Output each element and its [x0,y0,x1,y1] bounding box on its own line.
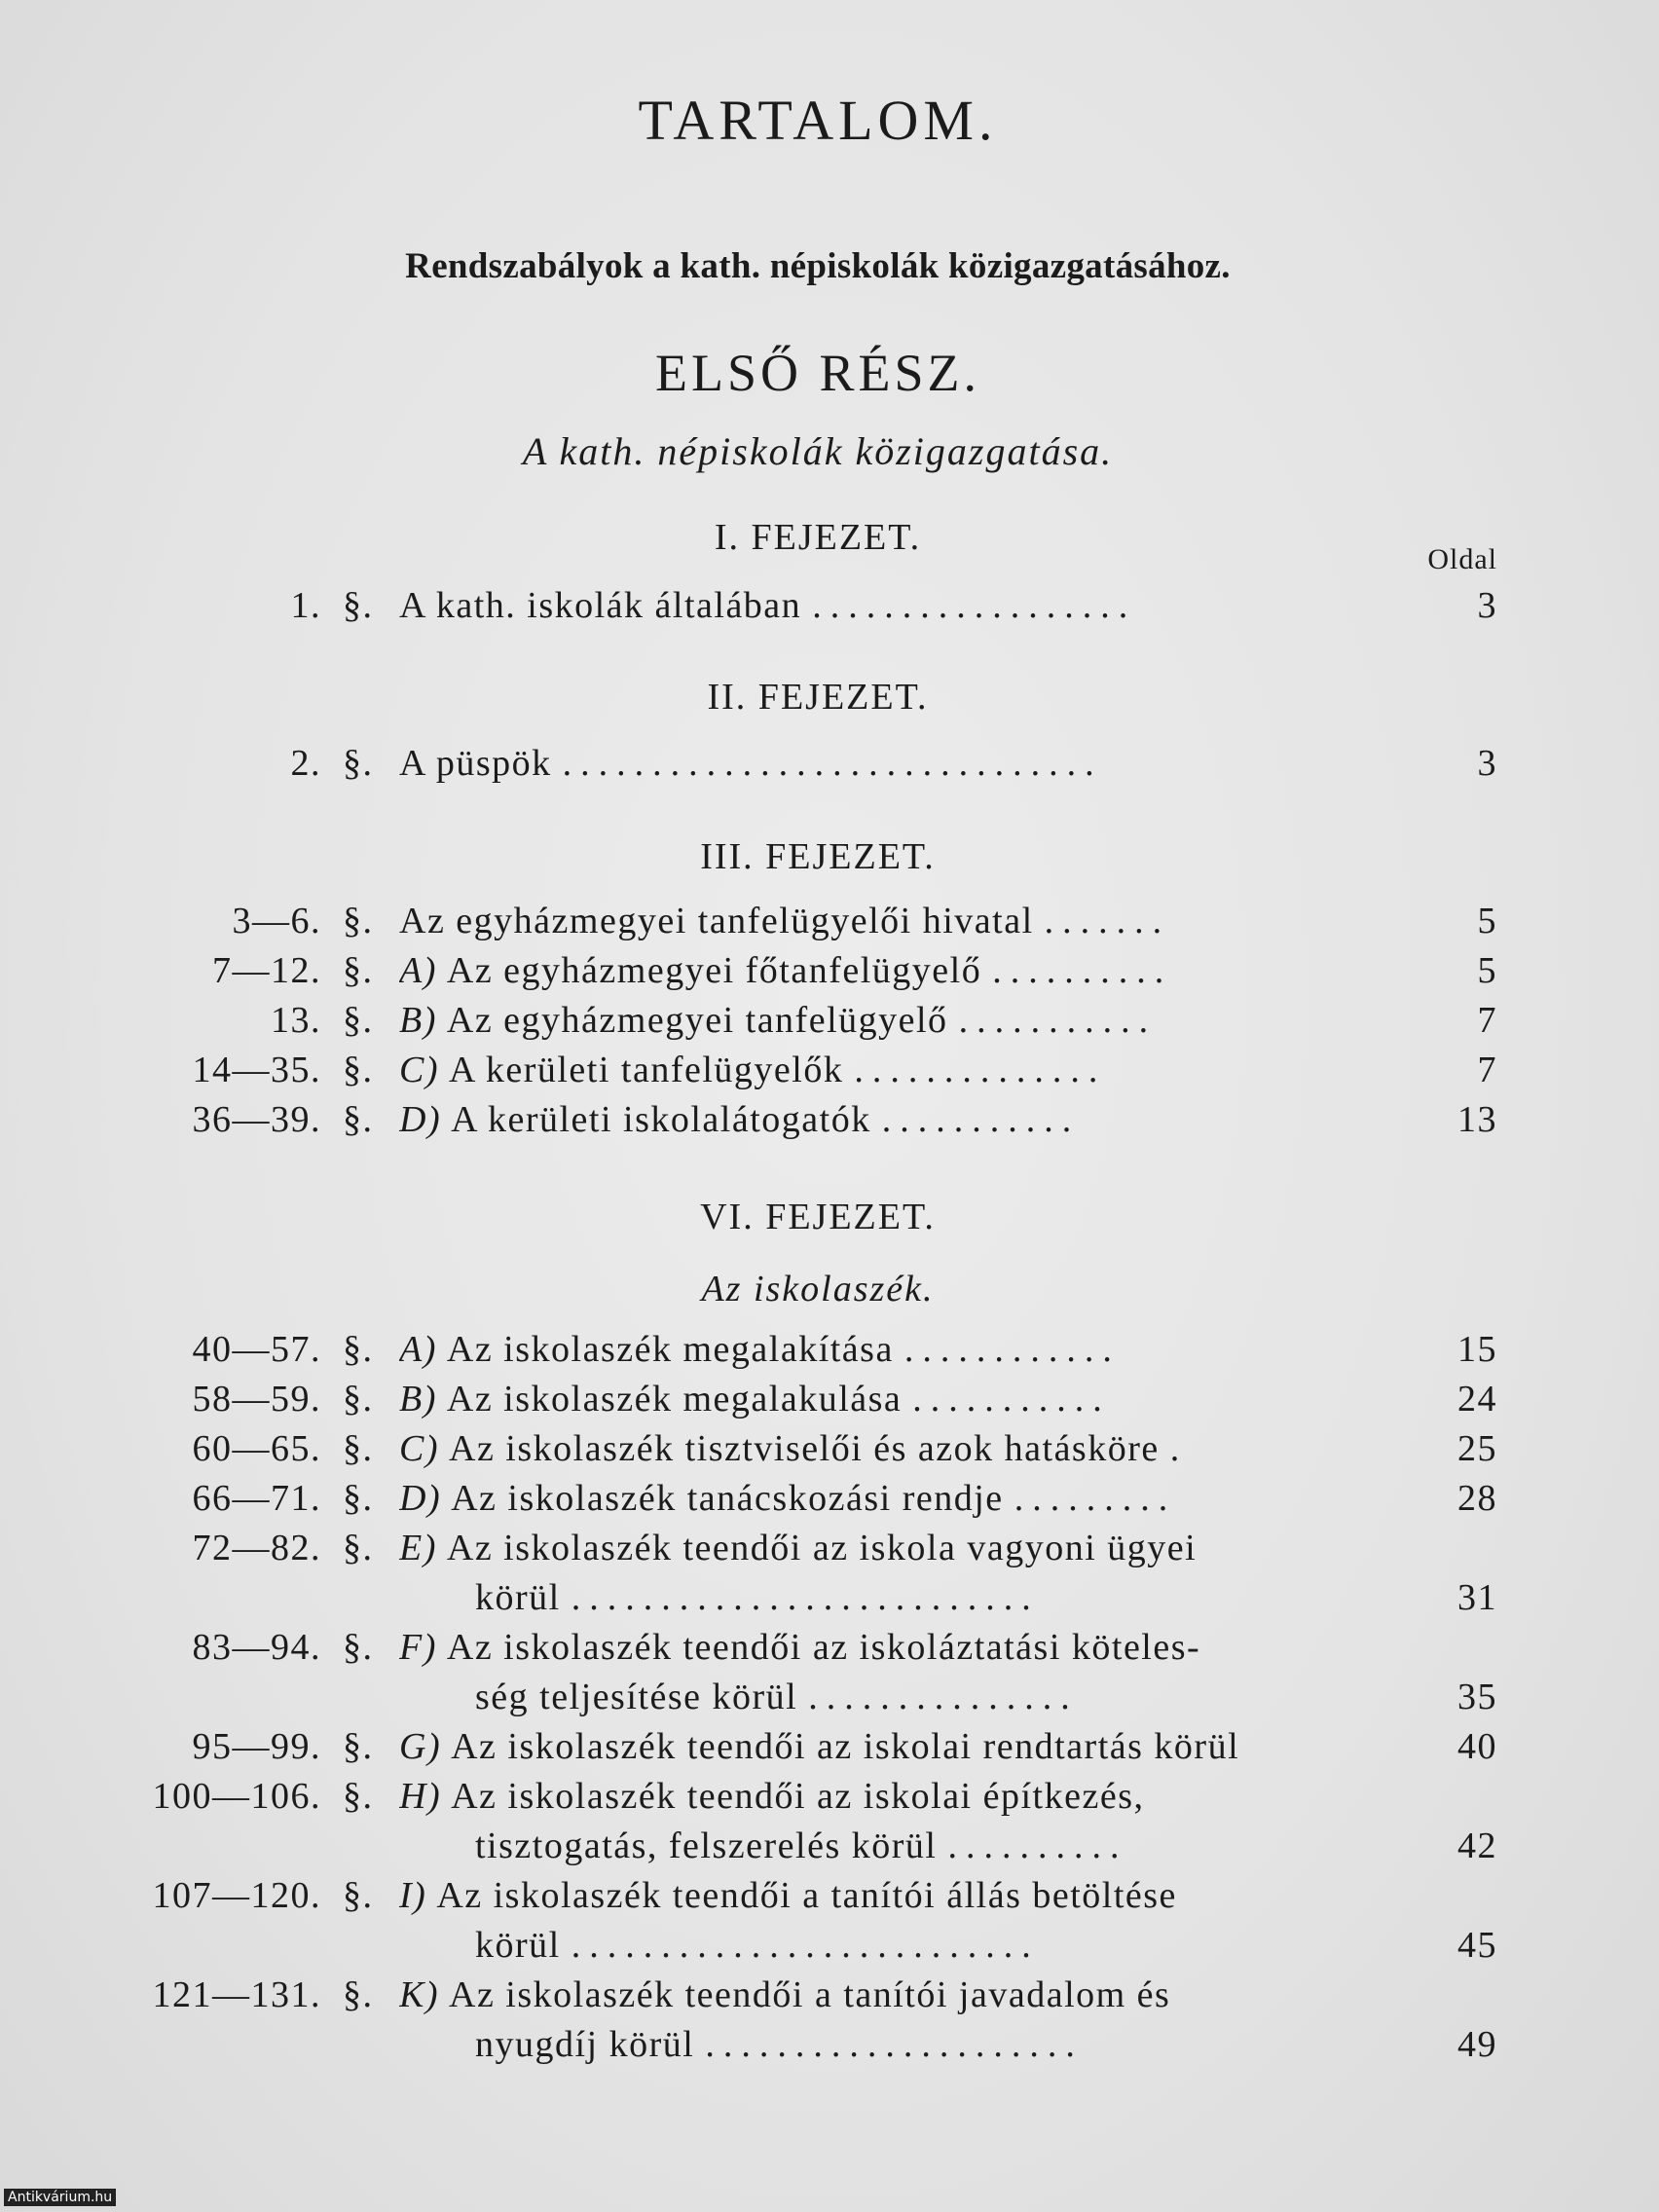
entry-text: Az egyházmegyei tanfelügyelő [446,1000,948,1041]
page-number: 3 [1477,743,1497,784]
paragraph-range: 13. [271,1000,321,1041]
part-title: ELSŐ RÉSZ. [654,344,981,402]
paragraph-range: 14—35. [192,1050,321,1090]
page-number: 45 [1457,1925,1497,1966]
toc-entry [0,897,1659,945]
entry-title-continuation [475,1921,1390,1970]
paragraph-range: 7—12. [212,950,321,991]
entry-title [399,1375,1392,1423]
toc-entry [0,1524,1659,1572]
subsection-letter: K) [399,1974,439,2015]
entry-title [399,1524,1392,1572]
subsection-letter: A) [399,1329,437,1370]
entry-text: Az iskolaszék megalakulása [446,1379,903,1419]
entry-text: Az iskolaszék teendői az iskolai építkezés, [451,1776,1145,1817]
entry-title [399,1474,1392,1523]
paragraph-range: 40—57. [192,1329,321,1370]
section-sign: §. [343,1428,374,1469]
page-number: 24 [1457,1379,1497,1419]
subsection-letter: D) [399,1478,442,1519]
section-sign: §. [343,1726,374,1767]
entry-text: A püspök [399,743,552,784]
entry-text: Az iskolaszék tisztviselői és azok hatásköre [449,1428,1160,1469]
toc-entry [0,1046,1659,1094]
section-sign: §. [343,1528,374,1568]
entry-text: körül [475,1577,561,1618]
toc-entry-continuation [0,1822,1659,1870]
leader-dots: . [1169,1428,1189,1469]
entry-text: Az iskolaszék tanácskozási rendje [451,1478,1004,1519]
paragraph-range: 83—94. [192,1627,321,1668]
entry-text: ség teljesítése körül [475,1677,798,1717]
page-number: 49 [1457,2024,1497,2065]
paragraph-range: 121—131. [152,1974,321,2015]
toc-entry [0,946,1659,995]
entry-title-continuation [475,1822,1390,1870]
chapter-title: III. FEJEZET. [700,836,936,877]
leader-dots: ............ [903,1329,1121,1370]
page-title: TARTALOM. [638,89,998,152]
page-number: 5 [1477,901,1497,941]
section-sign: §. [343,1329,374,1370]
toc-entry [0,1623,1659,1672]
leader-dots: .................. [812,585,1137,626]
section-sign: §. [343,1478,374,1519]
leader-dots: .......................... [571,1925,1040,1966]
watermark: Antikvárium.hu [4,2189,116,2206]
toc-entry [0,1722,1659,1771]
leader-dots: .............. [854,1050,1107,1090]
toc-entry [0,1474,1659,1523]
leader-dots: .......... [992,950,1173,991]
subsection-letter: E) [399,1528,437,1568]
leader-dots: ......... [1014,1478,1177,1519]
toc-entry-continuation [0,1673,1659,1721]
toc-entry [0,1971,1659,2019]
section-sign: §. [343,1974,374,2015]
subsection-letter: I) [399,1875,427,1916]
toc-entry [0,581,1659,630]
entry-text: Az iskolaszék teendői az iskola vagyoni ügyei [446,1528,1198,1568]
page-number: 15 [1457,1329,1497,1370]
page-number: 13 [1457,1099,1497,1140]
entry-text: Az egyházmegyei főtanfelügyelő [446,950,982,991]
leader-dots: ....... [1044,901,1171,941]
paragraph-range: 3—6. [232,901,321,941]
section-sign: §. [343,1776,374,1817]
page-number: 3 [1477,585,1497,626]
toc-entry [0,1871,1659,1920]
subsection-letter: C) [399,1428,439,1469]
leader-dots: .............................. [562,743,1103,784]
entry-title [399,581,1392,630]
entry-title-continuation [475,1573,1390,1622]
section-sign: §. [343,1000,374,1041]
entry-title [399,1971,1392,2019]
entry-text: Az iskolaszék megalakítása [446,1329,894,1370]
part-subtitle: A kath. népiskolák közigazgatása. [522,429,1114,473]
entry-title [399,1046,1392,1094]
section-sign: §. [343,1050,374,1090]
paragraph-range: 58—59. [192,1379,321,1419]
section-sign: §. [343,901,374,941]
entry-text: A kerületi iskolalátogatók [451,1099,871,1140]
subsection-letter: A) [399,950,437,991]
subsection-letter: C) [399,1050,439,1090]
paragraph-range: 72—82. [192,1528,321,1568]
page-number: 35 [1457,1677,1497,1717]
section-sign: §. [343,1379,374,1419]
toc-entry [0,739,1659,788]
entry-text: nyugdíj körül [475,2024,695,2065]
entry-text: Az iskolaszék teendői a tanítói állás betöltése [436,1875,1177,1916]
page-number: 31 [1457,1577,1497,1618]
leader-dots: ............... [808,1677,1079,1717]
entry-title [399,1772,1392,1821]
entry-title [399,946,1392,995]
paragraph-range: 100—106. [152,1776,321,1817]
section-sign: §. [343,1099,374,1140]
section-sign: §. [343,950,374,991]
page-column-label: Oldal [1427,543,1497,575]
leader-dots: ........... [958,1000,1158,1041]
entry-title [399,897,1392,945]
page-number: 7 [1477,1050,1497,1090]
page-number: 5 [1477,950,1497,991]
chapter-title: I. FEJEZET. [714,517,922,558]
toc-entry [0,1424,1659,1473]
section-sign: §. [343,585,374,626]
entry-text: tisztogatás, felszerelés körül [475,1825,938,1866]
leader-dots: ........... [912,1379,1111,1419]
leader-dots: ..................... [705,2024,1084,2065]
entry-text: Az iskolaszék teendői az iskoláztatási köteles- [446,1627,1201,1668]
toc-entry [0,996,1659,1045]
chapter-subtitle: Az iskolaszék. [701,1269,935,1309]
toc-entry [0,1325,1659,1374]
page-number: 42 [1457,1825,1497,1866]
subsection-letter: H) [399,1776,442,1817]
subsection-letter: B) [399,1000,437,1041]
paragraph-range: 95—99. [192,1726,321,1767]
paragraph-range: 36—39. [192,1099,321,1140]
leader-dots: ........... [881,1099,1081,1140]
page-number: 7 [1477,1000,1497,1041]
entry-title [399,739,1392,788]
chapter-title: II. FEJEZET. [707,677,929,718]
entry-text: A kath. iskolák általában [399,585,802,626]
entry-text: Az egyházmegyei tanfelügyelői hivatal [399,901,1034,941]
entry-title-continuation [475,1673,1390,1721]
toc-entry-continuation [0,1573,1659,1622]
subsection-letter: G) [399,1726,442,1767]
page-number: 40 [1457,1726,1497,1767]
subsection-letter: F) [399,1627,437,1668]
paragraph-range: 66—71. [192,1478,321,1519]
section-sign: §. [343,1627,374,1668]
subsection-letter: D) [399,1099,442,1140]
subsection-letter: B) [399,1379,437,1419]
entry-title [399,996,1392,1045]
paragraph-range: 107—120. [152,1875,321,1916]
entry-title [399,1424,1392,1473]
paragraph-range: 2. [290,743,321,784]
leader-dots: .......... [947,1825,1128,1866]
leader-dots: .......................... [571,1577,1040,1618]
entry-text: A kerületi tanfelügyelők [449,1050,844,1090]
toc-entry [0,1375,1659,1423]
document-subtitle: Rendszabályok a kath. népiskolák közigazgatásához. [405,246,1231,286]
entry-title [399,1722,1392,1771]
entry-title [399,1095,1392,1144]
entry-text: körül [475,1925,561,1966]
entry-text: Az iskolaszék teendői a tanítói javadalom és [449,1974,1171,2015]
toc-entry-continuation [0,2020,1659,2069]
paragraph-range: 60—65. [192,1428,321,1469]
toc-entry-continuation [0,1921,1659,1970]
section-sign: §. [343,743,374,784]
toc-entry [0,1772,1659,1821]
paragraph-range: 1. [290,585,321,626]
toc-entry [0,1095,1659,1144]
page-number: 28 [1457,1478,1497,1519]
section-sign: §. [343,1875,374,1916]
entry-title [399,1871,1392,1920]
entry-title [399,1325,1392,1374]
chapter-title: VI. FEJEZET. [700,1197,936,1237]
entry-title [399,1623,1392,1672]
page-number: 25 [1457,1428,1497,1469]
entry-title-continuation [475,2020,1390,2069]
entry-text: Az iskolaszék teendői az iskolai rendtartás körül [451,1726,1240,1767]
